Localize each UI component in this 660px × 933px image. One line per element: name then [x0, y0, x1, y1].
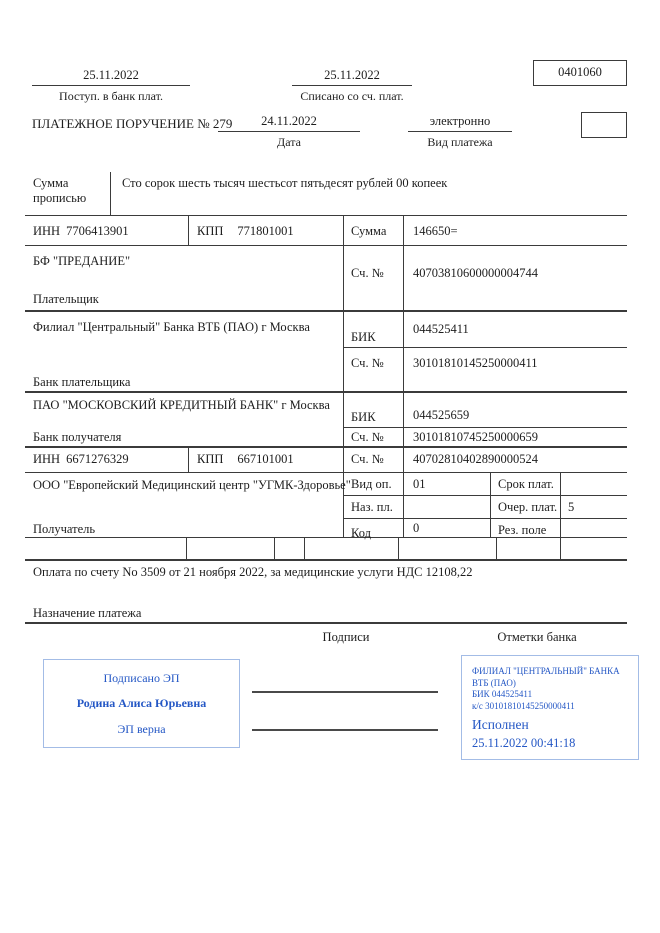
grid-vline — [398, 537, 399, 559]
amount-words-label: Сумма прописью — [33, 176, 87, 205]
payer-bank-bik-label: БИК — [351, 330, 376, 344]
payer-name: БФ "ПРЕДАНИЕ" — [33, 254, 131, 268]
grid-vline — [274, 537, 275, 559]
payee-inn: ИНН 6671276329 — [33, 452, 129, 466]
bank-stamp-bank-line1: ФИЛИАЛ "ЦЕНТРАЛЬНЫЙ" БАНКА — [472, 666, 620, 676]
grid-vline — [186, 537, 187, 559]
vid-op-label: Вид оп. — [351, 477, 392, 491]
grid-line-payeebank-bottom — [25, 446, 627, 448]
signature-line-1 — [252, 691, 438, 693]
date-label: Дата — [277, 135, 301, 149]
rez-pole-label: Рез. поле — [498, 523, 547, 537]
form-code-box: 0401060 — [533, 60, 627, 86]
payer-account-label: Сч. № — [351, 266, 384, 280]
grid-line — [343, 495, 627, 496]
naz-pl-label: Наз. пл. — [351, 500, 393, 514]
payee-bank-bik-label: БИК — [351, 410, 376, 424]
signature-stamp-line3: ЭП верна — [117, 721, 166, 736]
payer-bank-name: Филиал "Центральный" Банка ВТБ (ПАО) г Москва — [33, 320, 310, 334]
purpose-underline — [25, 622, 627, 624]
payee-name: ООО "Европейский Медицинский центр "УГМК-Здоровье" — [33, 478, 351, 492]
date-field — [218, 114, 360, 150]
grid-line — [25, 215, 627, 216]
signature-line-2 — [252, 729, 438, 731]
debited-date-value: 25.11.2022 — [292, 68, 412, 86]
payer-account: 40703810600000004744 — [413, 266, 538, 280]
payer-inn: ИНН 7706413901 — [33, 224, 129, 238]
grid-line — [343, 347, 627, 348]
bank-stamp-timestamp: 25.11.2022 00:41:18 — [472, 736, 576, 750]
payment-type-label: Вид платежа — [427, 135, 493, 149]
vid-op-value: 01 — [413, 477, 426, 491]
kod-value: 0 — [413, 521, 420, 535]
grid-line-fields-bottom — [25, 559, 627, 561]
payer-bank-account: 30101810145250000411 — [413, 356, 538, 370]
bank-stamp — [461, 655, 639, 760]
received-date-label: Поступ. в банк плат. — [59, 89, 163, 103]
payee-bank-account-label: Сч. № — [351, 430, 384, 444]
grid-line — [343, 427, 627, 428]
payee-bank-role-label: Банк получателя — [33, 430, 122, 444]
grid-vline — [110, 172, 111, 215]
grid-vline — [490, 472, 491, 537]
grid-vline — [496, 537, 497, 559]
grid-vline — [188, 215, 189, 245]
bank-marks-label: Отметки банка — [497, 630, 577, 644]
received-date-field — [32, 68, 190, 104]
payer-kpp: КПП 771801001 — [197, 224, 294, 238]
payee-account: 40702810402890000524 — [413, 452, 538, 466]
sum-label: Сумма — [351, 224, 387, 238]
payee-role-label: Получатель — [33, 522, 96, 536]
received-date-value: 25.11.2022 — [32, 68, 190, 86]
signature-stamp-name: Родина Алиса Юрьевна — [76, 696, 207, 710]
payment-purpose-text: Оплата по счету No 3509 от 21 ноября 2022, за медицинские услуги НДС 12108,22 — [33, 565, 473, 579]
grid-vline — [304, 537, 305, 559]
payment-type-value: электронно — [408, 114, 512, 132]
document-title: ПЛАТЕЖНОЕ ПОРУЧЕНИЕ № 279 — [32, 116, 233, 131]
grid-vline — [560, 537, 561, 559]
grid-line — [25, 472, 627, 473]
bank-stamp-status: Исполнен — [472, 717, 529, 732]
bank-stamp-bank-line2: ВТБ (ПАО) — [472, 677, 516, 688]
amount-words-value: Сто сорок шесть тысяч шестьсот пятьдесят рублей 00 копеек — [122, 176, 448, 190]
grid-line-payerbank-bottom — [25, 391, 627, 393]
sum-value: 146650= — [413, 224, 458, 238]
payee-bank-name: ПАО "МОСКОВСКИЙ КРЕДИТНЫЙ БАНК" г Москва — [33, 398, 330, 412]
status-box-empty — [581, 112, 627, 138]
payee-account-label: Сч. № — [351, 452, 384, 466]
grid-line-payer-bottom — [25, 310, 627, 312]
payer-bank-account-label: Сч. № — [351, 356, 384, 370]
ocher-plat-label: Очер. плат. — [498, 500, 558, 514]
signature-stamp — [43, 659, 240, 748]
grid-line — [343, 518, 627, 519]
grid-vline — [560, 472, 561, 537]
signature-stamp-line1: Подписано ЭП — [103, 670, 180, 685]
grid-vline — [188, 446, 189, 472]
signatures-label: Подписи — [322, 630, 370, 644]
kod-label: Код — [351, 526, 371, 540]
ocher-plat-value: 5 — [568, 500, 575, 514]
debited-date-label: Списано со сч. плат. — [300, 89, 404, 103]
srok-plat-label: Срок плат. — [498, 477, 554, 491]
bank-stamp-bik: БИК 044525411 — [472, 689, 533, 699]
payee-bank-account: 30101810745250000659 — [413, 430, 538, 444]
payee-bank-bik: 044525659 — [413, 408, 470, 422]
grid-line — [25, 245, 627, 246]
payee-kpp: КПП 667101001 — [197, 452, 294, 466]
payer-role-label: Плательщик — [33, 292, 99, 306]
payer-bank-role-label: Банк плательщика — [33, 375, 131, 389]
grid-vline — [403, 215, 404, 537]
debited-date-field — [292, 68, 412, 104]
bank-stamp-corr-account: к/с 30101810145250000411 — [472, 700, 575, 711]
payer-bank-bik: 044525411 — [413, 322, 469, 336]
date-value: 24.11.2022 — [218, 114, 360, 132]
payment-purpose-label: Назначение платежа — [33, 606, 142, 620]
payment-type-field — [408, 114, 512, 150]
